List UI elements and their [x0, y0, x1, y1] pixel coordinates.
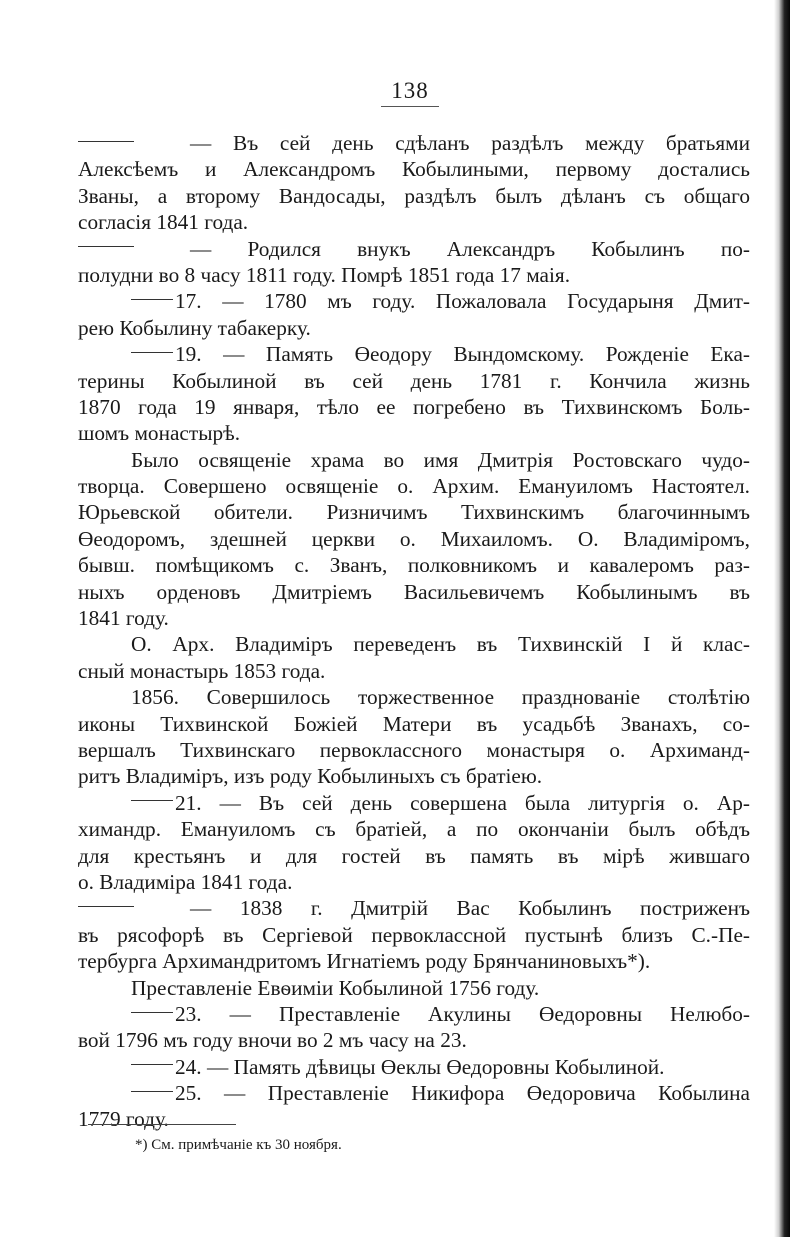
text-line-content: иконы Тихвинской Божіей Матери въ усадьбѣ Званахъ, со-	[78, 711, 750, 736]
text-line-content: 1870 года 19 января, тѣло ее погребено въ Тихвинскомъ Боль-	[78, 394, 750, 419]
text-line	[78, 869, 750, 895]
text-line-content: 25. — Преставленіе Никифора Өедоровича Кобылина	[175, 1081, 750, 1106]
ditto-dash	[131, 352, 173, 353]
text-line-content: сный монастырь 1853 года.	[78, 658, 326, 683]
footnote-rule	[88, 1124, 236, 1125]
text-line	[78, 368, 750, 394]
text-line-content: шомъ монастырѣ.	[78, 421, 241, 446]
ditto-dash	[78, 906, 134, 907]
text-line	[78, 236, 750, 262]
text-line	[78, 473, 750, 499]
text-line-content: Юрьевской обители. Ризничимъ Тихвинскимъ благочиннымъ	[78, 500, 750, 525]
text-line-content: въ рясофорѣ въ Сергіевой первоклассной пустынѣ близъ С.-Пе-	[78, 922, 750, 947]
ditto-dash	[131, 1091, 173, 1092]
text-line-content: 19. — Память Өеодору Вындомскому. Рожденіе Ека-	[175, 342, 750, 367]
text-line-content: Преставленіе Евѳиміи Кобылиной 1756 году.	[131, 975, 540, 1000]
ditto-dash	[131, 1064, 173, 1065]
text-line-content: рею Кобылину табакерку.	[78, 315, 311, 340]
text-line	[78, 183, 750, 209]
text-line-content: Өеодоромъ, здешней церкви о. Михаиломъ. О. Владиміромъ,	[78, 526, 750, 551]
text-line-content: — 1838 г. Дмитрій Вас Кобылинъ постриженъ	[190, 896, 750, 921]
text-line-content: терины Кобылиной въ сей день 1781 г. Кончила жизнь	[78, 368, 750, 393]
text-line	[78, 315, 750, 341]
text-line-content: Было освященіе храма во имя Дмитрія Ростовскаго чудо-	[131, 447, 750, 472]
text-line-content: 24. — Память дѣвицы Өеклы Өедоровны Кобылиной.	[175, 1054, 665, 1079]
ditto-dash	[131, 1012, 173, 1013]
text-line-content: Алексѣемъ и Александромъ Кобылиными, первому достались	[78, 157, 750, 182]
text-line-content: 17. — 1780 мъ году. Пожаловала Государыня Дмит-	[175, 289, 750, 314]
text-line-content: о. Владиміра 1841 года.	[78, 869, 293, 894]
text-line	[78, 895, 750, 921]
text-line-content: О. Арх. Владиміръ переведенъ въ Тихвинскій I й клас-	[131, 632, 750, 657]
text-line	[78, 394, 750, 420]
text-line-content: бывш. помѣщикомъ с. Званъ, полковникомъ и кавалеромъ раз-	[78, 553, 750, 578]
text-line	[78, 711, 750, 737]
footnote: *) См. примѣчаніе къ 30 ноября.	[135, 1137, 342, 1153]
text-line	[78, 843, 750, 869]
text-line	[78, 605, 750, 631]
text-line	[78, 156, 750, 182]
text-line	[78, 1027, 750, 1053]
text-line-content: тербурга Архимандритомъ Игнатіемъ роду Брянчаниновыхъ*).	[78, 949, 651, 974]
text-line-content: 23. — Преставленіе Акулины Өедоровны Нелюбо-	[175, 1001, 750, 1026]
text-line	[78, 1080, 750, 1106]
text-line	[78, 790, 750, 816]
page-edge-shadow	[774, 0, 790, 1237]
body-text	[78, 130, 750, 1133]
text-line	[78, 130, 750, 156]
text-line	[78, 526, 750, 552]
text-line	[78, 816, 750, 842]
text-line-content: — Въ сей день сдѣланъ раздѣлъ между братьями	[190, 131, 750, 155]
text-line-content: — Родился внукъ Александръ Кобылинъ по-	[190, 236, 750, 261]
text-line	[78, 1106, 750, 1132]
text-line-content: ритъ Владиміръ, изъ роду Кобылиныхъ съ братіею.	[78, 764, 543, 789]
text-line-content: для крестьянъ и для гостей въ память въ мірѣ жившаго	[78, 843, 750, 868]
text-line	[78, 262, 750, 288]
text-line-content: 1856. Совершилось торжественное празднованіе столѣтію	[131, 685, 750, 710]
text-line-content: 21. — Въ сей день совершена была литургія о. Ар-	[175, 790, 750, 815]
ditto-dash	[78, 141, 134, 142]
page-number-underline	[381, 106, 439, 107]
text-line-content: творца. Совершено освященіе о. Архим. Емануиломъ Настоятел.	[78, 474, 750, 499]
text-line	[78, 552, 750, 578]
text-line	[78, 658, 750, 684]
text-line	[78, 922, 750, 948]
text-line-content: ныхъ орденовъ Дмитріемъ Васильевичемъ Кобылинымъ въ	[78, 579, 750, 604]
ditto-dash	[78, 246, 134, 247]
text-line-content: 1841 году.	[78, 606, 169, 631]
text-line-content: полудни во 8 часу 1811 году. Помрѣ 1851 года 17 маія.	[78, 262, 571, 287]
text-line-content: химандр. Емануиломъ съ братіей, а по окончаніи былъ обѣдъ	[78, 817, 750, 842]
text-line-content: Званы, а второму Вандосады, раздѣлъ былъ дѣланъ съ общаго	[78, 183, 750, 208]
text-line-content: 1779 году.	[78, 1107, 169, 1132]
text-line-content: вой 1796 мъ году вночи во 2 мъ часу на 23.	[78, 1028, 467, 1053]
ditto-dash	[131, 299, 173, 300]
text-line	[78, 209, 750, 235]
text-line	[78, 737, 750, 763]
text-line	[78, 684, 750, 710]
text-line	[78, 1054, 750, 1080]
text-line	[78, 948, 750, 974]
text-line	[78, 579, 750, 605]
text-line-content: согласія 1841 года.	[78, 210, 249, 235]
text-line	[78, 1001, 750, 1027]
text-line	[78, 499, 750, 525]
text-line	[78, 975, 750, 1001]
text-line	[78, 763, 750, 789]
text-line-content: вершалъ Тихвинскаго первоклассного монастыря о. Архиманд-	[78, 737, 750, 762]
text-line	[78, 420, 750, 446]
page-number: 138	[391, 78, 429, 103]
text-line	[78, 631, 750, 657]
text-line	[78, 288, 750, 314]
text-line	[78, 341, 750, 367]
ditto-dash	[131, 800, 173, 801]
text-line	[78, 447, 750, 473]
